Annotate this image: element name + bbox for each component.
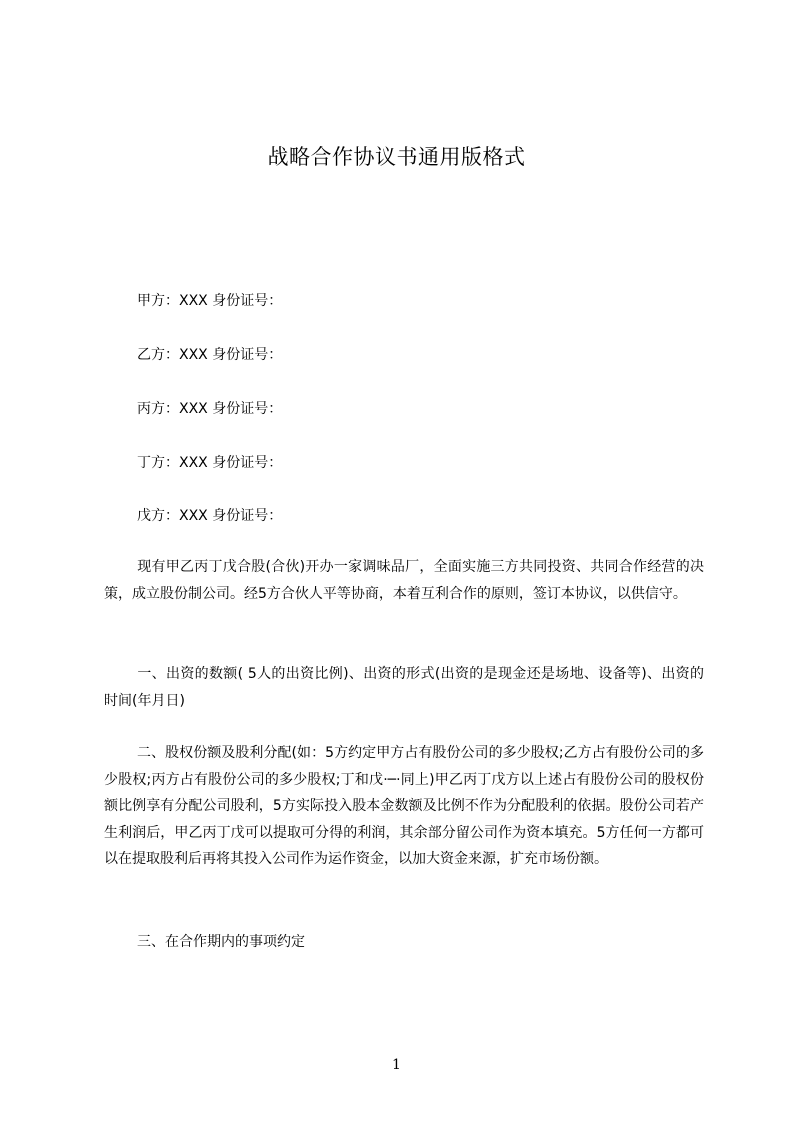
section-3-heading: 三、在合作期内的事项约定 — [137, 934, 305, 950]
section-2-paragraph — [104, 740, 704, 873]
party-jia-line: 甲方：XXX 身份证号： — [137, 293, 283, 309]
section-1-paragraph — [104, 661, 704, 714]
section-2-text: 二、股权份额及股利分配(如：5方约定甲方占有股份公司的多少股权;乙方占有股份公司的多少股权;丙方占有股份公司的多少股权;丁和戊·─·同上)甲乙丙丁戊方以上述占有股份公司的股权份额比例享有分配公司股利，5方实际投入股本金数额及比例不作为分配股利的依据。股份公司若产生利润后，甲乙丙丁戊可以提取可分得的利润，其余部分留公司作为资本填充。5方任何一方都可以在提取股利后再将其投入公司作为运作资金，以加大资金来源，扩充市场份额。 — [104, 745, 704, 867]
party-yi-line: 乙方：XXX 身份证号： — [137, 347, 283, 363]
section-1-text: 一、出资的数额( 5人的出资比例)、出资的形式(出资的是现金还是场地、设备等)、出资的时间(年月日) — [104, 666, 704, 709]
intro-paragraph — [104, 554, 704, 607]
document-title: 战略合作协议书通用版格式 — [267, 145, 526, 169]
page-number: 1 — [392, 1057, 401, 1073]
party-bing-line: 丙方：XXX 身份证号： — [137, 401, 283, 417]
party-wu-line: 戊方：XXX 身份证号： — [137, 508, 283, 524]
party-ding-line: 丁方：XXX 身份证号： — [137, 455, 283, 471]
intro-text: 现有甲乙丙丁戊合股(合伙)开办一家调味品厂，全面实施三方共同投资、共同合作经营的决策，成立股份制公司。经5方合伙人平等协商，本着互利合作的原则，签订本协议，以供信守。 — [104, 559, 704, 602]
